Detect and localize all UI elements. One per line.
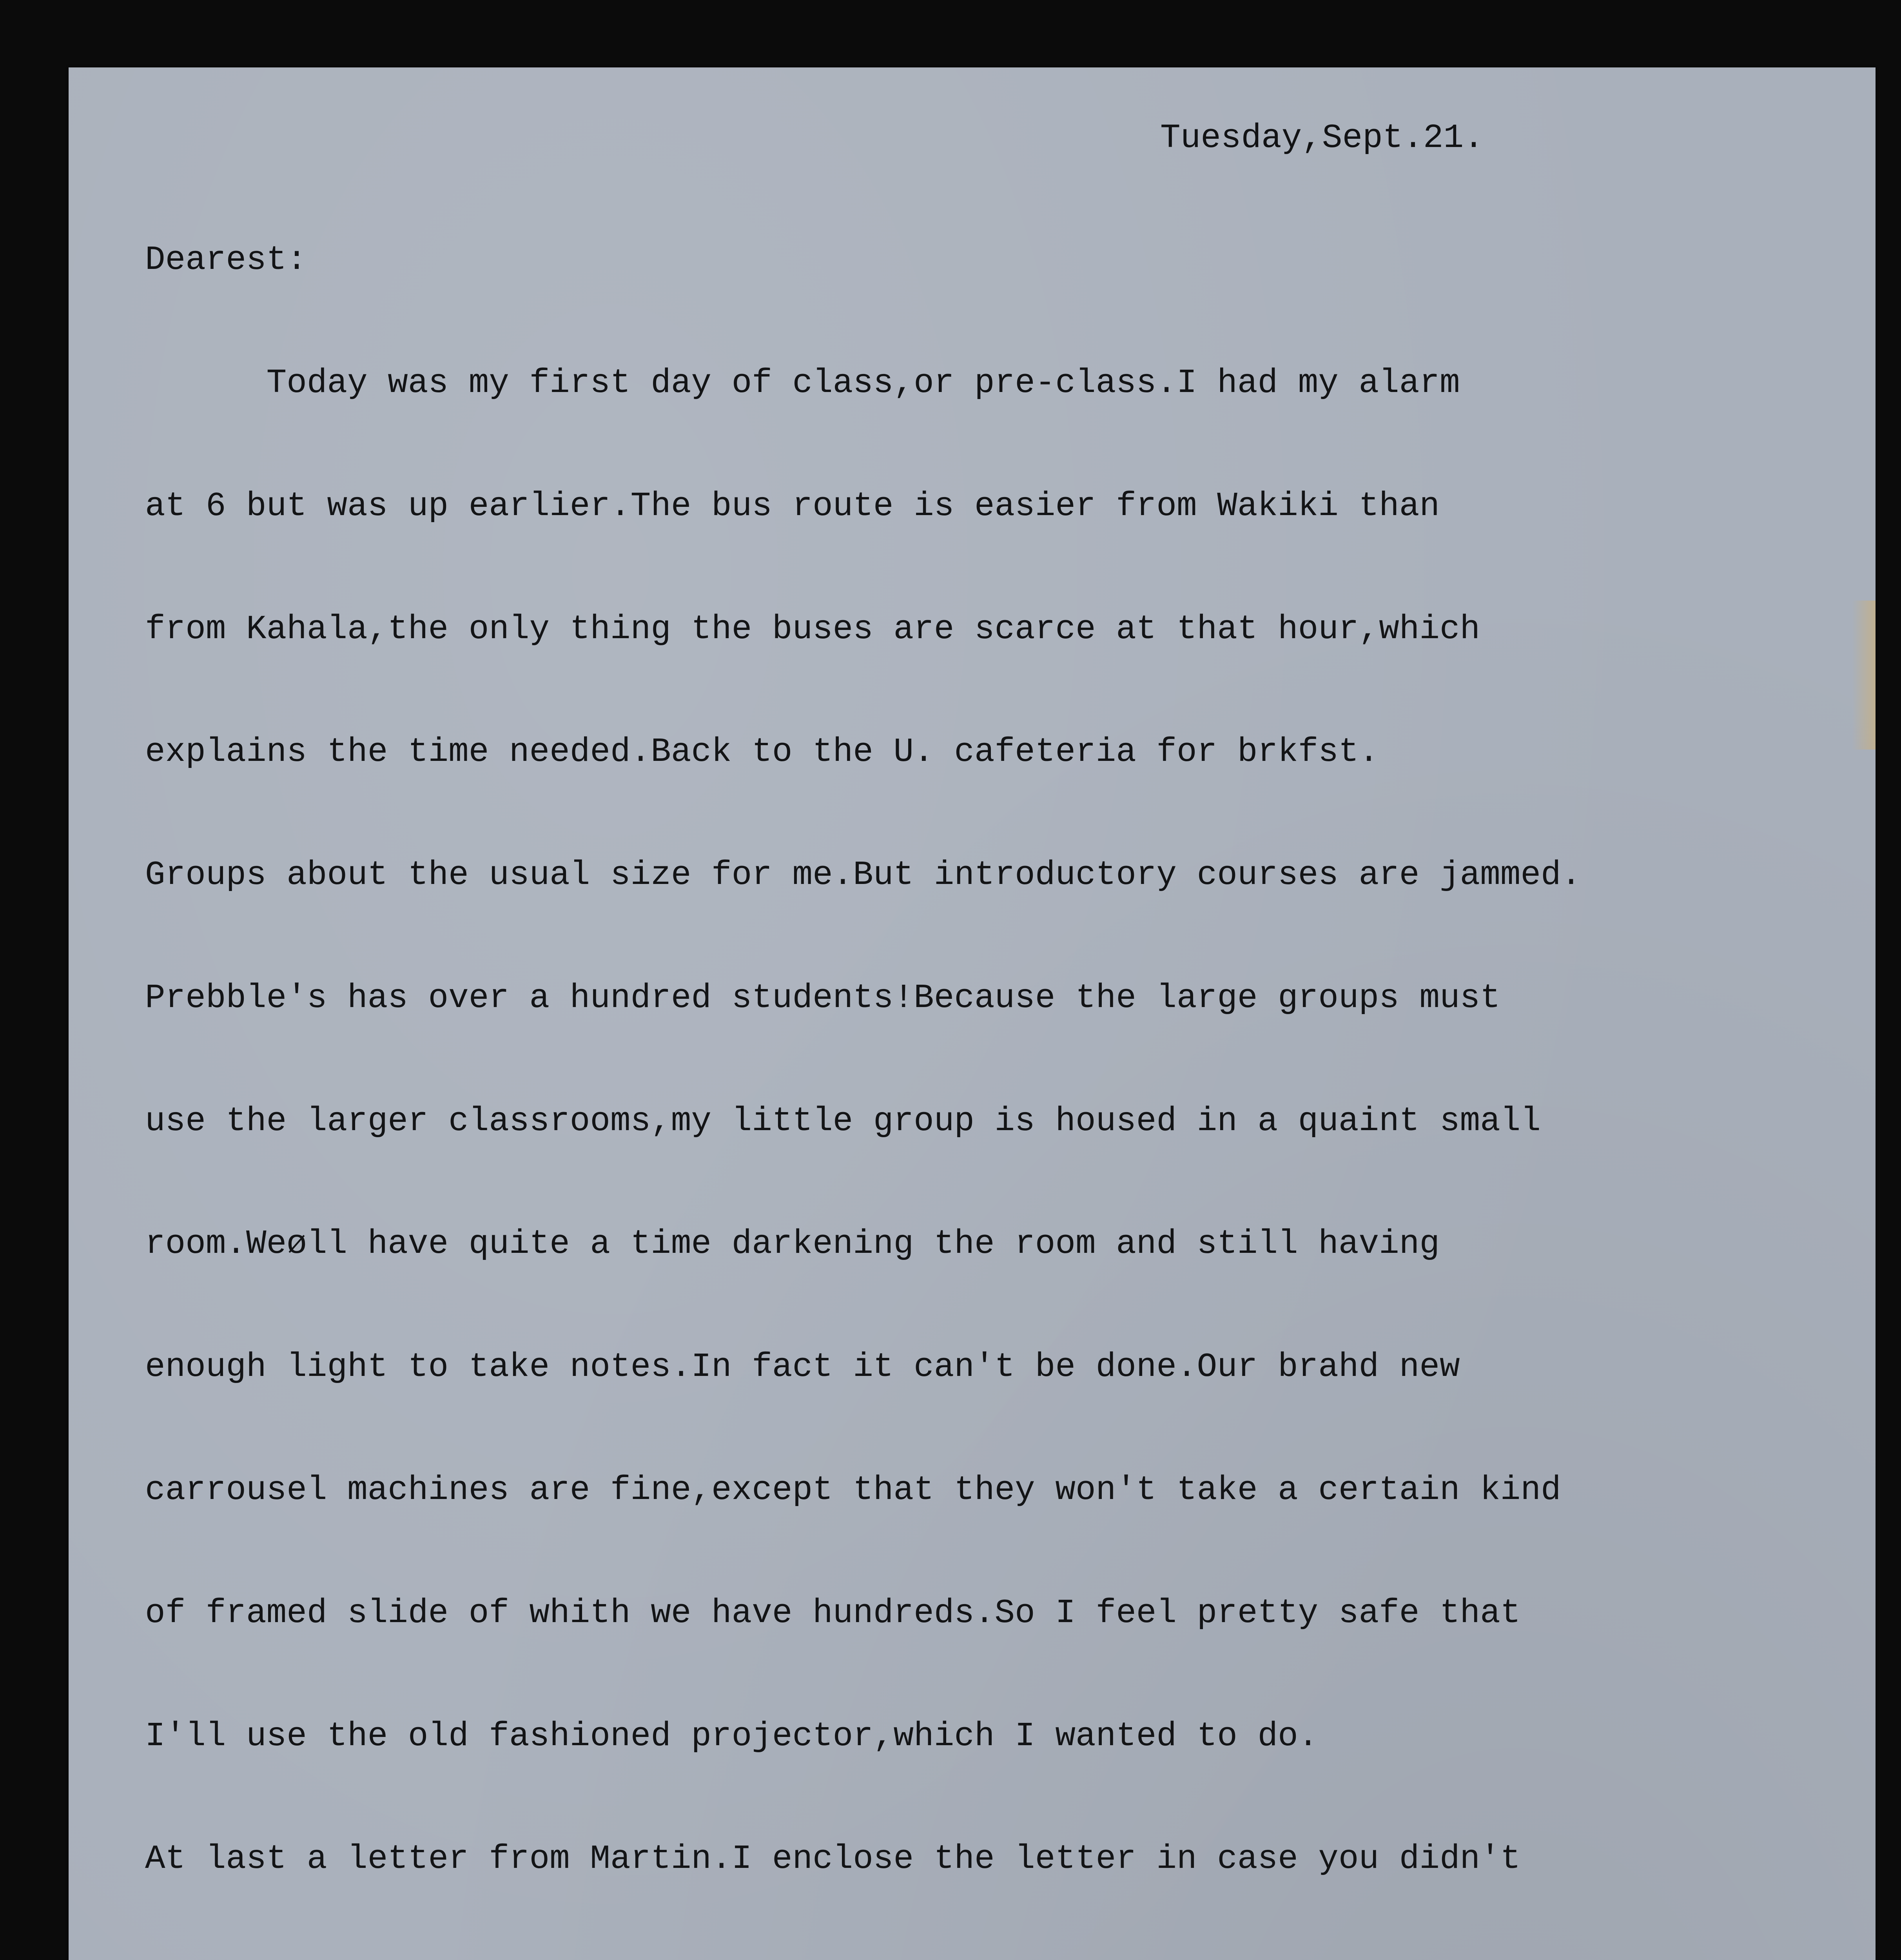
letter-line: from Kahala,the only thing the buses are scarce at that hour,which — [145, 610, 1480, 648]
letter-line: explains the time needed.Back to the U. cafeteria for brkfst. — [145, 733, 1379, 771]
letter-line: Groups about the usual size for me.But introductory courses are jammed. — [145, 856, 1582, 895]
letter-line: of framed slide of whith we have hundreds.So I feel pretty safe that — [145, 1593, 1521, 1632]
paper-stain — [1852, 601, 1876, 750]
letter-line: I'll use the old fashioned projector,which I wanted to do. — [145, 1717, 1319, 1755]
letter-line: at 6 but was up earlier.The bus route is easier from Wakiki than — [145, 486, 1440, 525]
letter-body — [145, 158, 1830, 1960]
letter-line: Prebble's has over a hundred students!Because the large groups must — [145, 978, 1500, 1017]
letter-line: Dearest: — [145, 241, 307, 279]
letter-line: enough light to take notes.In fact it can't be done.Our brahd new — [145, 1348, 1460, 1387]
letter-line: Today was my first day of class,or pre-class.I had my alarm — [145, 363, 1460, 402]
letter-date: Tuesday,Sept.21. — [1160, 119, 1484, 157]
letter-line: use the larger classrooms,my little group is housed in a quaint small — [145, 1102, 1541, 1140]
letter-line: carrousel machines are fine,except that they won't take a certain kind — [145, 1471, 1561, 1509]
letter-line: At last a letter from Martin.I enclose the letter in case you didn't — [145, 1840, 1521, 1878]
letter-line: room.Weøll have quite a time darkening the room and still having — [145, 1225, 1440, 1263]
